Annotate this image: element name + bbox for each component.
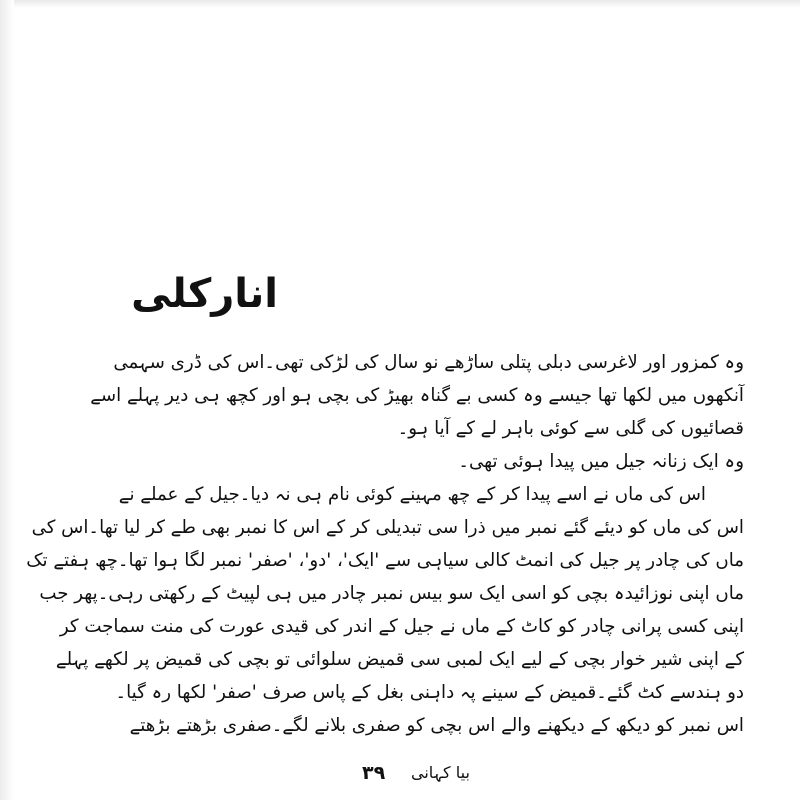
binding-shadow [0, 0, 14, 800]
text-line: اس نمبر کو دیکھ کے دیکھنے والے اس بچی کو صفری بلانے لگے۔صفری بڑھتے بڑھتے [129, 715, 744, 736]
text-line: ماں اپنی نوزائیدہ بچی کو اسی ایک سو بیس نمبر چادر میں ہی لپیٹ کے رکھتی رہی۔پھر جب [39, 583, 744, 604]
page-number: ۳۹ [362, 762, 386, 784]
text-line: وہ ایک زنانہ جیل میں پیدا ہوئی تھی۔ [458, 451, 744, 472]
text-line: کے اپنی شیر خوار بچی کے لیے ایک لمبی سی قمیض سلوائی تو بچی کی قمیض پر لکھے پہلے [55, 649, 744, 670]
chapter-body [26, 346, 744, 742]
text-line: قصائیوں کی گلی سے کوئی باہر لے کے آیا ہو۔ [397, 418, 744, 439]
text-line: دو ہندسے کٹ گئے۔قمیض کے سینے پہ داہنی بغل کے پاس صرف 'صفر' لکھا رہ گیا۔ [115, 682, 744, 703]
chapter-title: انارکلی [131, 271, 278, 317]
text-line: ماں کی چادر پر جیل کی انمٹ کالی سیاہی سے 'ایک'، 'دو'، 'صفر' نمبر لگا ہوا تھا۔چھ ہفتے تک [26, 550, 744, 571]
text-line: اس کی ماں نے اسے پیدا کر کے چھ مہینے کوئی نام ہی نہ دیا۔جیل کے عملے نے [118, 484, 706, 505]
running-title: بیا کہانی [411, 763, 470, 782]
text-line: اس کی ماں کو دیئے گئے نمبر میں ذرا سی تبدیلی کر کے اس کا نمبر بھی طے کر لیا تھا۔اس کی [31, 517, 744, 538]
text-line: وہ کمزور اور لاغرسی دبلی پتلی ساڑھے نو سال کی لڑکی تھی۔اس کی ڈری سہمی [113, 352, 744, 373]
page-footer [0, 758, 800, 788]
text-line: آنکھوں میں لکھا تھا جیسے وہ کسی بے گناہ بھیڑ کی بچی ہو اور کچھ ہی دیر پہلے اسے [90, 385, 744, 406]
page-top-edge [0, 0, 800, 8]
text-line: اپنی کسی پرانی چادر کو کاٹ کے ماں نے جیل کے اندر کی قیدی عورت کی منت سماجت کر [59, 616, 744, 637]
